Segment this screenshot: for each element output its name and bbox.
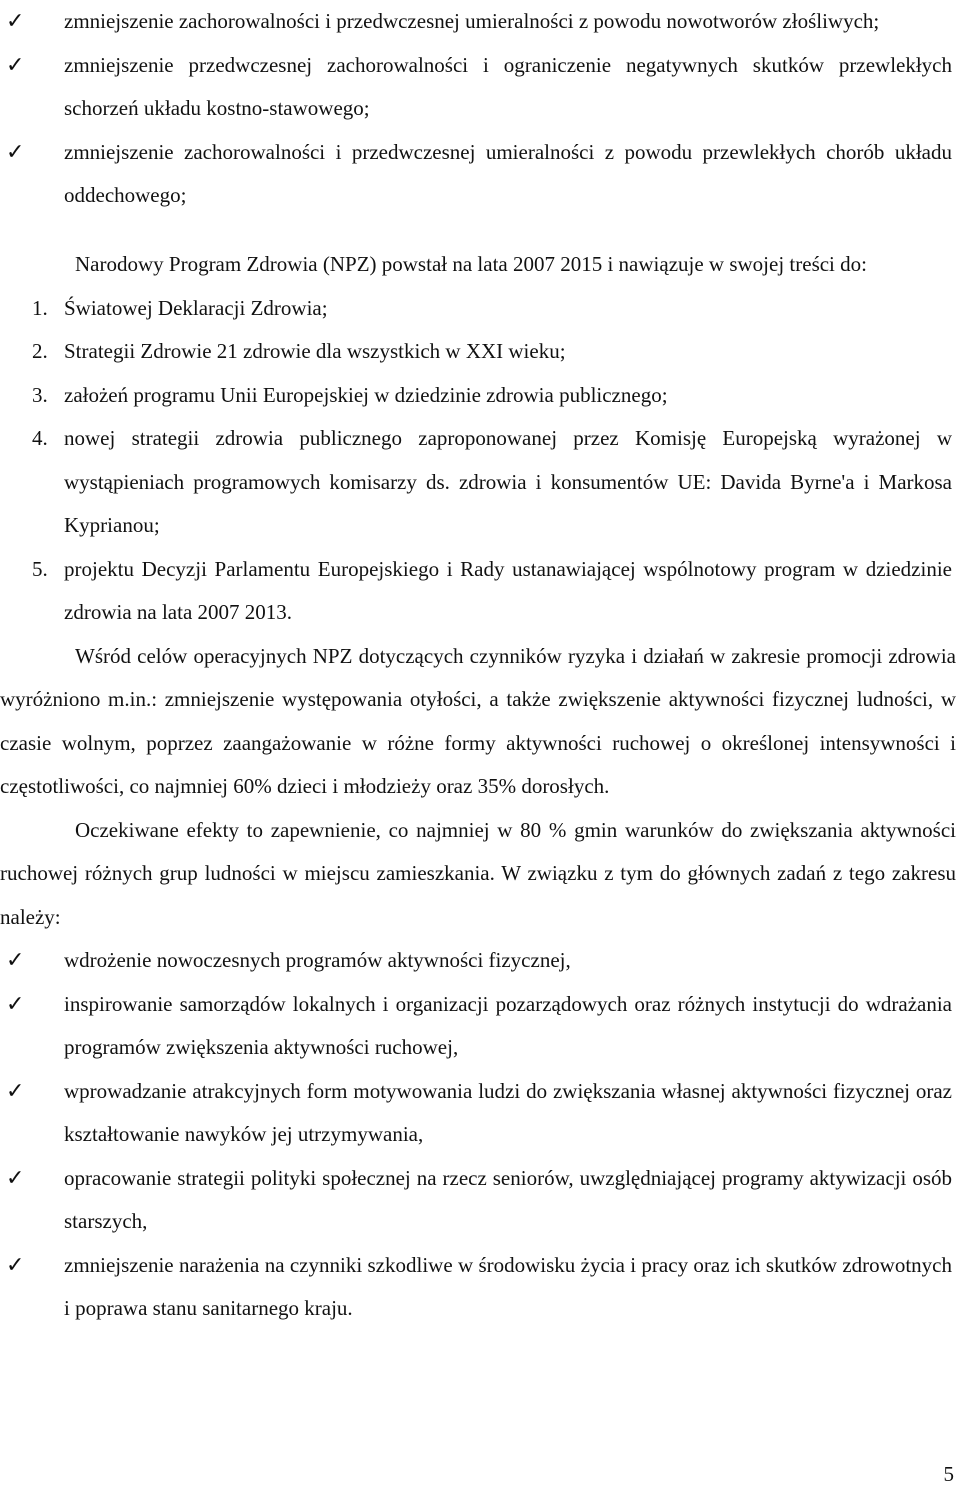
list-item-text: zmniejszenie zachorowalności i przedwczesnej umieralności z powodu przewlekłych chorób układu oddechowego; [64, 139, 952, 207]
item-text: założeń programu Unii Europejskiej w dziedzinie zdrowia publicznego; [64, 382, 668, 407]
list-item-text: wdrożenie nowoczesnych programów aktywności fizycznej, [64, 948, 571, 972]
check-icon: ✓ [6, 1252, 25, 1278]
numbered-item [0, 330, 956, 374]
item-text: projektu Decyzji Parlamentu Europejskiego i Rady ustanawiającej wspólnotowy program w dziedzinie zdrowia na lata 2007 2013. [64, 556, 952, 624]
list-item [0, 983, 956, 1070]
page-number: 5 [943, 1462, 954, 1486]
list-item [0, 1244, 956, 1331]
numbered-item [0, 287, 956, 331]
numbered-item [0, 374, 956, 418]
check-icon: ✓ [6, 9, 25, 34]
item-number: 2. [32, 339, 48, 363]
list-item-text: zmniejszenie narażenia na czynniki szkodliwe w środowisku życia i pracy oraz ich skutków zdrowotnych i poprawa stanu sanitarnego kraju. [64, 1252, 952, 1320]
block-top [0, 0, 956, 218]
paragraph-goals: Wśród celów operacyjnych NPZ dotyczących czynników ryzyka i działań w zakresie promocji zdrowia wyróżniono m.in.: zmniejszenie występowania otyłości, a także zwiększenie aktywności fizycznej ludności, w czasie wolnym, poprzez zaangażowanie w różne formy aktywności ruchowej o określonej intensywności i częstotliwości, co najmniej 60% dzieci i młodzieży oraz 35% dorosłych. [0, 643, 956, 798]
list-item [0, 1157, 956, 1244]
check-icon: ✓ [6, 139, 25, 165]
list-item [0, 44, 956, 131]
check-icon: ✓ [6, 1165, 25, 1191]
list-item-text: wprowadzanie atrakcyjnych form motywowania ludzi do zwiększania własnej aktywności fizycznej oraz kształtowanie nawyków jej utrzymywania, [64, 1078, 952, 1146]
check-icon: ✓ [6, 948, 25, 973]
block-main [0, 243, 956, 1331]
item-number: 1. [32, 295, 48, 320]
list-item-text: zmniejszenie przedwczesnej zachorowalności i ograniczenie negatywnych skutków przewlekłych schorzeń układu kostno-stawowego; [64, 52, 952, 120]
paragraph-effects: Oczekiwane efekty to zapewnienie, co najmniej w 80 % gmin warunków do zwiększania aktywności ruchowej różnych grup ludności w miejscu zamieszkania. W związku z tym do głównych zadań z tego zakresu należy: [0, 817, 956, 929]
list-item [0, 131, 956, 218]
item-text: nowej strategii zdrowia publicznego zaproponowanej przez Komisję Europejską wyrażonej w wystąpieniach programowych komisarzy ds. zdrowia i konsumentów UE: Davida Byrne'a i Markosa Kyprianou; [64, 426, 952, 537]
item-number: 5. [32, 556, 48, 581]
item-number: 3. [32, 382, 48, 407]
check-icon: ✓ [6, 991, 25, 1017]
list-item [0, 939, 956, 983]
numbered-item [0, 548, 956, 635]
list-item-text: zmniejszenie zachorowalności i przedwczesnej umieralności z powodu nowotworów złośliwych; [64, 9, 880, 33]
item-number: 4. [32, 426, 48, 450]
list-item-text: opracowanie strategii polityki społecznej na rzecz seniorów, uwzględniającej programy aktywizacji osób starszych, [64, 1165, 952, 1233]
list-item-text: inspirowanie samorządów lokalnych i organizacji pozarządowych oraz różnych instytucji do wdrażania programów zwiększenia aktywności ruchowej, [64, 991, 952, 1059]
check-icon: ✓ [6, 52, 25, 78]
item-text: Strategii Zdrowie 21 zdrowie dla wszystkich w XXI wieku; [64, 339, 566, 363]
list-item [0, 1070, 956, 1157]
item-text: Światowej Deklaracji Zdrowia; [64, 295, 328, 320]
numbered-item [0, 417, 956, 548]
list-item [0, 0, 956, 44]
paragraph-npz: Narodowy Program Zdrowia (NPZ) powstał na lata 2007 2015 i nawiązuje w swojej treści do: [75, 252, 867, 276]
check-icon: ✓ [6, 1078, 25, 1104]
